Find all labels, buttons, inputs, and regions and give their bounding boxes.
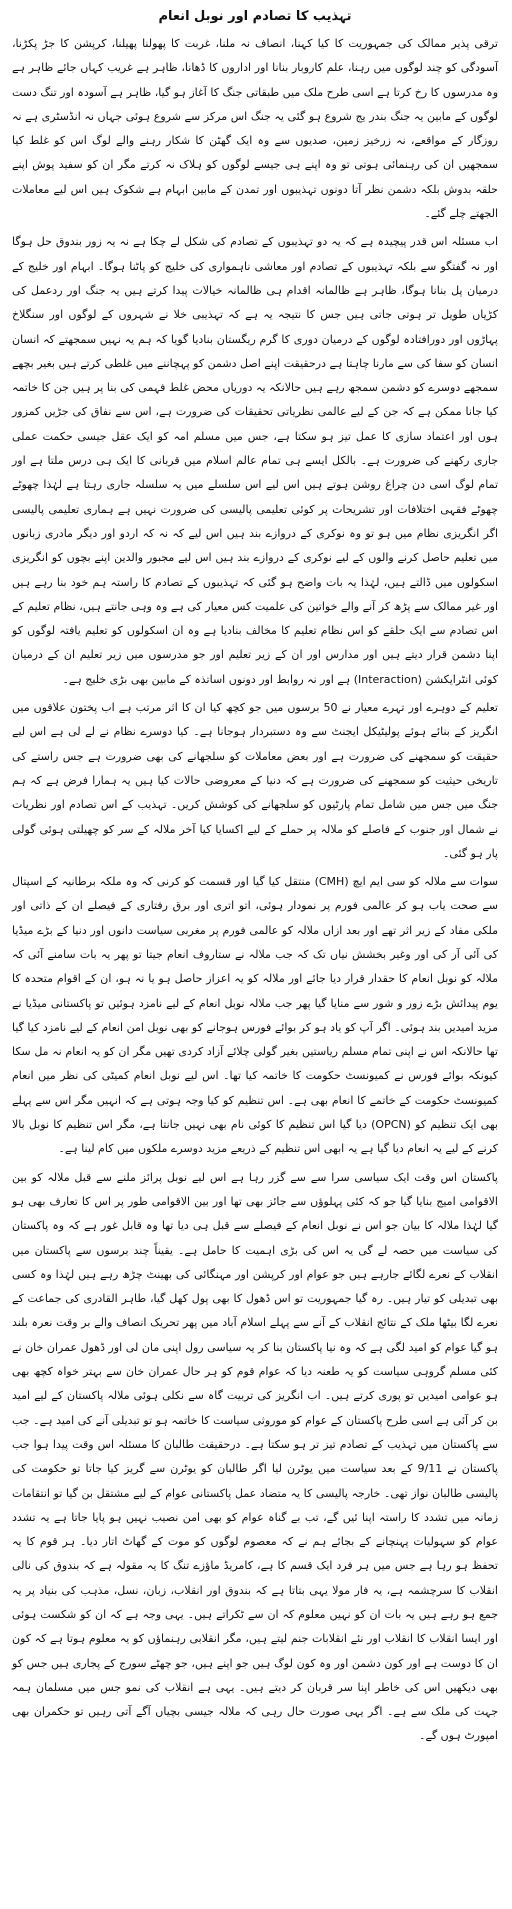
article-paragraph-3: تعلیم کے دوہرے اور تہرے معیار نے 50 برسوں میں جو کچھ کیا ان کا اثر مرتب ہے اب پختون علاقوں میں انگریز کے بنائے ہوئے پولیٹیکل ایجنٹ سے وہ دستبردار ہوجانا ہے۔ کیا دوسرے نظام نے لے لی ہے اس لیے حقیقت کو سمجھنے کی ضرورت ہے اور بعض معاملات کو سلجھانے کی بھی ضرورت ہے جس راستے کی تاریخی حیثیت کو سمجھنے کی ضرورت ہے کہ دنیا کے معروضی حالات کیا ہیں یہ ہمارا فرض ہے کہ ہم جنگ میں جس میں شامل تمام پارٹیوں کو سلجھانے کی کوشش کریں۔ تہذیب کے اس تصادم اور نظریات نے شمال اور جنوب کے فاصلے کو ملالہ پر حملے کے لیے اکسایا کیا آخر ملالہ کے سر کو چھیلتی ہوئی گولی پار ہو گئی۔: [12, 701, 498, 860]
article-paragraph-4: سوات سے ملالہ کو سی ایم ایچ (CMH) منتقل کیا گیا اور قسمت کو کرنی کہ وہ ملکہ برطانیہ کے اسپتال سے صحت یاب ہو کر عالمی فورم پر نمودار ہوئی، اتو اتری اور برق رفتاری کے فیصلے ان کے ذاتی اور ملکی مفاد کے زیر اثر تھے اور بعد ازاں ملالہ کو عالمی فورم پر مغربی سیاست دانوں اور دنیا کے بڑے میڈیا کی آئی آر کی اور وغیر بخشش نیاں تک کہ جب ملالہ نے ستاروف انعام جیتا تو پھر یہ بات سامنے آئی کہ ملالہ کو نوبل انعام کا حقدار قرار دیا جائے اور ملالہ کو یہ اعزاز حاصل ہو یا نہ ہو، ان کے اقوام متحدہ کا یوم پیدائش بڑے زور و شور سے منایا گیا پھر جب ملالہ نوبل انعام کے لیے نامزد ہوئیں تو پاکستانی میڈیا نے مزید امیدیں بند ہوئی۔ اگر آپ کو یاد ہو کر بوائے فورس ہوجانے کو بھی نوبل امن انعام کے لیے نامزد کیا گیا تھا حالانکہ اس نے اپنی تمام مسلم ریاستیں بغیر گولی چلائے آزاد کردی تھیں مگر ان کو یہ انعام نہ مل سکا کیونکہ بوائے فورس نے کمیونسٹ حکومت کا خاتمہ کیا تھا۔ اس لیے نوبل انعام کمیٹی کی نظر میں انعام کمیونسٹ حکومت کے خاتمے کا انعام بھی ہے۔ اس تنظیم کو کیا وجہ ہوتی ہے کہ انہیں مگر اس سے پہلے بھی ایک تنظیم کو (OPCN) دیا گیا اس تنظیم کا کوئی نام بھی نہیں جانتا ہے، مگر اس تنظیم کا نوبل بالا کرنے کے لیے یہ انعام دیا گیا ہے یہ ابھی اس تنظیم کے ذریعے مزید دوسرے ملکوں میں کام لینا ہے۔: [12, 875, 498, 1156]
article-paragraph-5: پاکستان اس وقت ایک سیاسی سرا سے سے گزر رہا ہے اس لیے نوبل پرائز ملنے سے قبل ملالہ کو بین الاقوامی امیج بنایا گیا جو کہ کئی پہلوؤں سے جائز بھی تھا اور بین الاقوامی طور پر اس کا تعارف بھی ہو گیا لہٰذا ملالہ کا بیان جو اس نے نوبل انعام کے فیصلے سے قبل ہی دیا تھا وہ قابل غور ہے کہ وہ پاکستان کی سیاست میں حصہ لے گی یہ اس کی بڑی اہمیت کا حامل ہے۔ یقیناً چند برسوں سے پاکستان میں انقلاب کے نعرے لگائے جارہے ہیں جو عوام اور کرپشن اور مہنگائی کی بھینٹ چڑھ رہے ہیں لہٰذا وہ کسی بھی تبدیلی کو تیار ہیں۔ رہ گیا جمہوریت تو اس ڈھول کا بھی پول کھل گیا، طاہر القادری کی جماعت کے نعرے لگا بیٹھا ملک کے نتائج انقلاب کے آنے سے پہلے اسلام آباد میں پھر تحریک انصاف والے بر وقت نعرہ بلند ہو گیا عوام کو امید لگی ہے کہ وہ نیا پاکستان بنا کر یہ سیاسی رول اپنی مان لی اور ڈھول عمران خان نے کئی مسلم گروہی سیاست کو یہ طعنہ دیا کہ عوام قوم کو ہر حال عمران خان سے بہتر خواہ کچھ بھی ہو عوامی امیدیں تو پوری کرتے ہیں۔ اب انگریز کی تربیت گاہ سے نکلی ہوئی ملالہ پاکستان کے لیے امید بن کر آئی ہے اسی طرح پاکستان کے عوام کو موروثی سیاست کا خاتمہ ہو تو تبدیلی آنے کی امید ہے۔ جب سے پاکستان میں تہذیب کے تصادم تیز تر ہو سکتا ہے۔ درحقیقت طالبان کا مسئلہ اس وقت پیدا ہوا جب پاکستان نے 9/11 کے بعد سیاست میں یوٹرن لیا اگر طالبان کو یوٹرن سے گریز کیا جاتا تو حکومت کی پالیسی طالبان نواز تھی۔ خارجہ پالیسی کا یہ متضاد عمل پاکستانی عوام کے لیے مشتقل بن گیا تو انتقامات زمانہ میں تشدد کا راستہ اپنا ئیں گے، تب بے گناہ عوام کو بھی امن نصیب نہیں ہو پایا جاتا ہے یہ تشدد عوام کو سہولیات پہنچانے کے بجائے ہم نے کہ معصوم لوگوں کو موت کے گھاٹ اتار دیا۔ ہر قوم کا یہ تحفظ ہو رہا ہے جس میں ہر فرد ایک قسم کا ہے، کامریڈ ماؤزے تنگ کا یہ مقولہ ہے کہ بندوق کی نالی انقلاب کا سرچشمہ ہے، یہ فار مولا یہی بتاتا ہے کہ بندوق اور انقلاب، زبان، نسل، مذہب کی بنیاد پر یہ جمع ہو رہے ہیں یہ بات ان کو نہیں معلوم کہ ان سے ٹکراتے ہیں۔ یہی وجہ ہے کہ ان کو شکست ہوئی اور ایسا انقلاب کا انقلاب اور نئے انقلابات جنم لیتے ہیں، مگر انقلابی رہنماؤں کو یہ معلوم ہوتا ہے کہ کون ان کا دوست ہے اور کون دشمن اور وہ کون لوگ ہیں جو اپنے ہیں، جو چھٹے سورج کے پجاری ہیں جس کو بھی دیکھیں اس کی خاطر اپنا سر قربان کر دیتے ہیں۔ یہی ہے انقلاب کی نمو جس میں مسلمان ہمہ جہت کی ملک سے ہے۔ اگر یہی صورت حال رہی کہ ملالہ جیسی بچیاں آگے آتی رہیں تو حکمران بھی امپورٹ ہوں گے۔: [12, 1170, 498, 1743]
article-title: تہذیب کا تصادم اور نوبل انعام: [158, 9, 352, 24]
article-paragraph-2: اب مسئلہ اس قدر پیچیدہ ہے کہ یہ دو تہذیبوں کے تصادم کی شکل لے چکا ہے نہ یہ زور بندوق حل ہوگا اور نہ گفتگو سے بلکہ تہذیبوں کے تصادم اور معاشی ناہمواری کی خلیج کو پاٹنا ہوگا۔ ابہام اور خلیج کے درمیان پل بنانا ہوگا، ظاہر ہے ظالمانہ اقدام ہی ظالمانہ خیالات پیدا کرتے ہیں یہ جنگ اور ردعمل کی کڑیاں طویل تر ہوتی جاتی ہیں جس کا نتیجہ یہ ہے کہ تہذیبی خلا نے شہروں کے لوگوں اور سنگلاخ پہاڑوں اور دورافتادہ لوگوں کے درمیان دوری کا گرم ریگستان بنادیا گویا کہ ہم یہ نہیں سمجھتے کہ انسان انسان کو سفا کی سے مارنا چاہتا ہے درحقیقت اپنے اصل دشمن کو پہچاننے میں غلطی کرتے ہیں بغیر بچھے سمجھے دوسرے کو دشمن سمجھ رہے ہیں حالانکہ یہ دوریاں محض غلط فہمی کی بنا پر ہیں جن کا خاتمہ کیا جانا ممکن ہے کہ جن کے لیے عالمی نظریاتی تحقیقات کی ضرورت ہے، اس سے نفاق کی جڑیں کمزور ہوں اور اعتماد سازی کا عمل تیز ہو سکتا ہے، جس میں مسلم امہ کو ایک عقل جیسی حکمت عملی جاری رکھنے کی ضرورت ہے۔ بالکل ایسے ہی تمام عالم اسلام میں قربانی کا ایک ہی درس ملتا ہے اور تمام لوگ اسی دن چراغ روشن ہوتے ہیں اس لیے اس سلسلے میں یہ سلسلہ جاری رہتا ہے لہٰذا چھوٹے چھوٹے فقہی اختلافات اور تشریحات پر کوئی تعلیمی پالیسی کی ضرورت نہیں ہے ہماری تعلیمی پالیسی اگر انگریزی نظام میں ہو تو وہ نوکری کے دروازے بند ہیں اس لیے کہ نہ کہ اردو اور دیگر مادری زبانوں میں تعلیم حاصل کرنے والوں کے لیے نوکری کے دروازے بند ہیں اس لیے مجبور والدین اپنے بچوں کو انگریزی اسکولوں میں ڈالتے ہیں، لہٰذا یہ بات واضح ہو گئی کہ تہذیبوں کے تصادم کا راستہ ہم خود بنا رہے ہیں اور غیر ممالک سے پڑھ کر آنے والے خواتین کی علمیت کس معیار کی ہے وہ وہی جانتے ہیں، نظام تعلیم کے اس تصادم سے ایک حلقے کو اس نظام تعلیم کا مخالف بنادیا ہے وہ ان اسکولوں کو تعلیم یافتہ لوگوں کو اپنا دشمن قرار دیتے ہیں اور مدارس اور ان کے زیر تعلیم اور جو مدرسوں میں زیر تعلیم ان کے درمیان کوئی انٹرایکشن (Interaction) ہے اور نہ روابط اور دونوں اساتذہ کے مابین بھی بڑی خلیج ہے۔: [12, 235, 498, 686]
article-paragraph-1: ترقی پذیر ممالک کی جمہوریت کا کیا کہنا، انصاف نہ ملنا، غربت کا پھولنا پھیلنا، کرپشن کا جڑ پکڑنا، آسودگی کو چند لوگوں میں رہنا، علم کاروبار بنانا اور اداروں کا ڈھانا، ظاہر ہے غریب کہاں جائے ظاہر ہے وہ مدرسوں کا رخ کرتا ہے اسی طرح ملک میں طبقاتی جنگ کا آغاز ہو گیا، ظاہر ہے آسودہ اور تنگ دست لوگوں کے مابین یہ جنگ بندر یج شروع ہو گئی یہ جنگ اس مرکز سے شروع ہوئی جہاں نہ انڈسٹری ہے نہ روزگار کے مواقعے، نہ زرخیز زمین، صدیوں سے وہ ایک گھٹن کا شکار رہنے والے لوگ اس کو غلط کیا سمجھیں ان کی رہنمائی ہوتی تو وہ اپنے ہی جیسے لوگوں کو ہلاک نہ کرتے مگر ان کو سفید پوش اپنے حلقہ بدوش بلکہ دشمن نظر آتا دونوں تہذیبوں اور تمدن کے مابین ابہام ہے شکوک ہیں اس لیے معاملات الجھتے چلے گئے۔: [12, 37, 498, 221]
